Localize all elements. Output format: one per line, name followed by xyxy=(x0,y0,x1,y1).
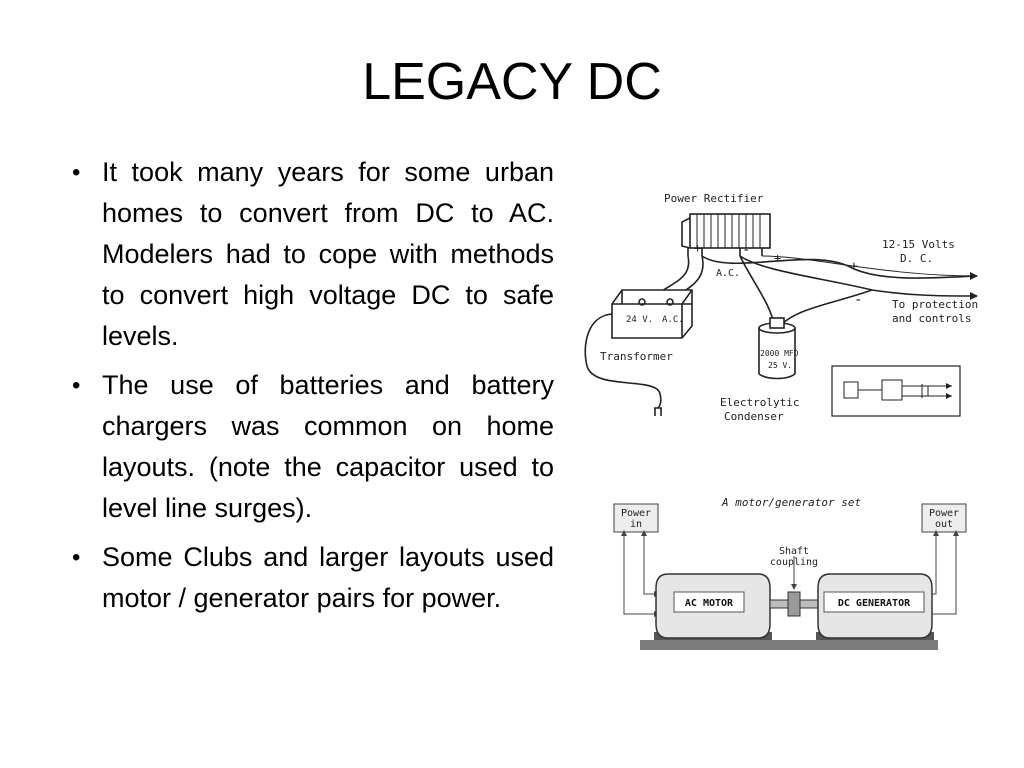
rectifier-minus-label: - xyxy=(742,242,751,258)
transformer-ac-label: A.C. xyxy=(662,315,684,325)
dc-generator-label: DC GENERATOR xyxy=(837,598,911,609)
power-out-label: Power xyxy=(928,508,960,519)
condenser-volts-label: 25 V. xyxy=(768,361,793,370)
power-in-label: Power xyxy=(620,508,652,519)
slide-title: LEGACY DC xyxy=(362,53,662,111)
bullet-item xyxy=(70,152,554,357)
dc-label: D. C. xyxy=(900,252,934,265)
shaft-label: Shaft xyxy=(778,546,810,557)
bullet-dot: • xyxy=(72,159,81,186)
condenser-label: Condenser xyxy=(724,410,784,423)
electrolytic-label: Electrolytic xyxy=(720,396,800,409)
rectifier-plus-label: + xyxy=(694,241,702,255)
bullet-text: Some Clubs and larger layouts used motor / generator pairs for power. xyxy=(102,542,554,613)
transformer-label: Transformer xyxy=(600,350,673,363)
to-protection-label: To protection xyxy=(892,298,979,311)
rectifier-label: Power Rectifier xyxy=(664,192,764,205)
bullet-item xyxy=(70,537,554,619)
rectifier-diagram xyxy=(582,186,982,431)
transformer-volts-label: 24 V. xyxy=(626,315,654,325)
volts-label: 12-15 Volts xyxy=(882,238,955,251)
bullet-text: It took many years for some urban homes to convert from DC to AC. Modelers had to cope with methods to convert high voltage DC to safe levels. xyxy=(102,157,554,351)
coupling-label: coupling xyxy=(769,557,819,568)
ac-terminal-label: A.C. xyxy=(716,268,741,279)
plug-icon xyxy=(654,408,662,416)
bullet-text: The use of batteries and battery chargers was common on home layouts. (note the capacitor used to level line surges). xyxy=(102,370,554,523)
controls-label: and controls xyxy=(892,312,972,325)
machine-base xyxy=(640,640,938,650)
motor-generator-diagram xyxy=(610,492,982,660)
condenser-mfd-label: 2000 MFD xyxy=(760,349,799,358)
ac-motor-label: AC MOTOR xyxy=(684,598,734,609)
bullet-item xyxy=(70,365,554,529)
output-minus-label: - xyxy=(854,292,863,308)
bullet-list xyxy=(70,152,554,627)
shaft-coupling-icon xyxy=(788,592,800,616)
bullet-dot: • xyxy=(72,544,81,571)
rectifier-plus-label-2: + xyxy=(774,251,782,265)
power-in-sub-label: in xyxy=(629,519,643,530)
schematic-inset xyxy=(832,366,960,416)
output-plus-label: + xyxy=(850,259,858,274)
bullet-dot: • xyxy=(72,372,81,399)
transformer-icon xyxy=(612,290,692,338)
power-out-sub-label: out xyxy=(934,519,954,530)
motor-generator-title: A motor/generator set xyxy=(722,496,862,509)
